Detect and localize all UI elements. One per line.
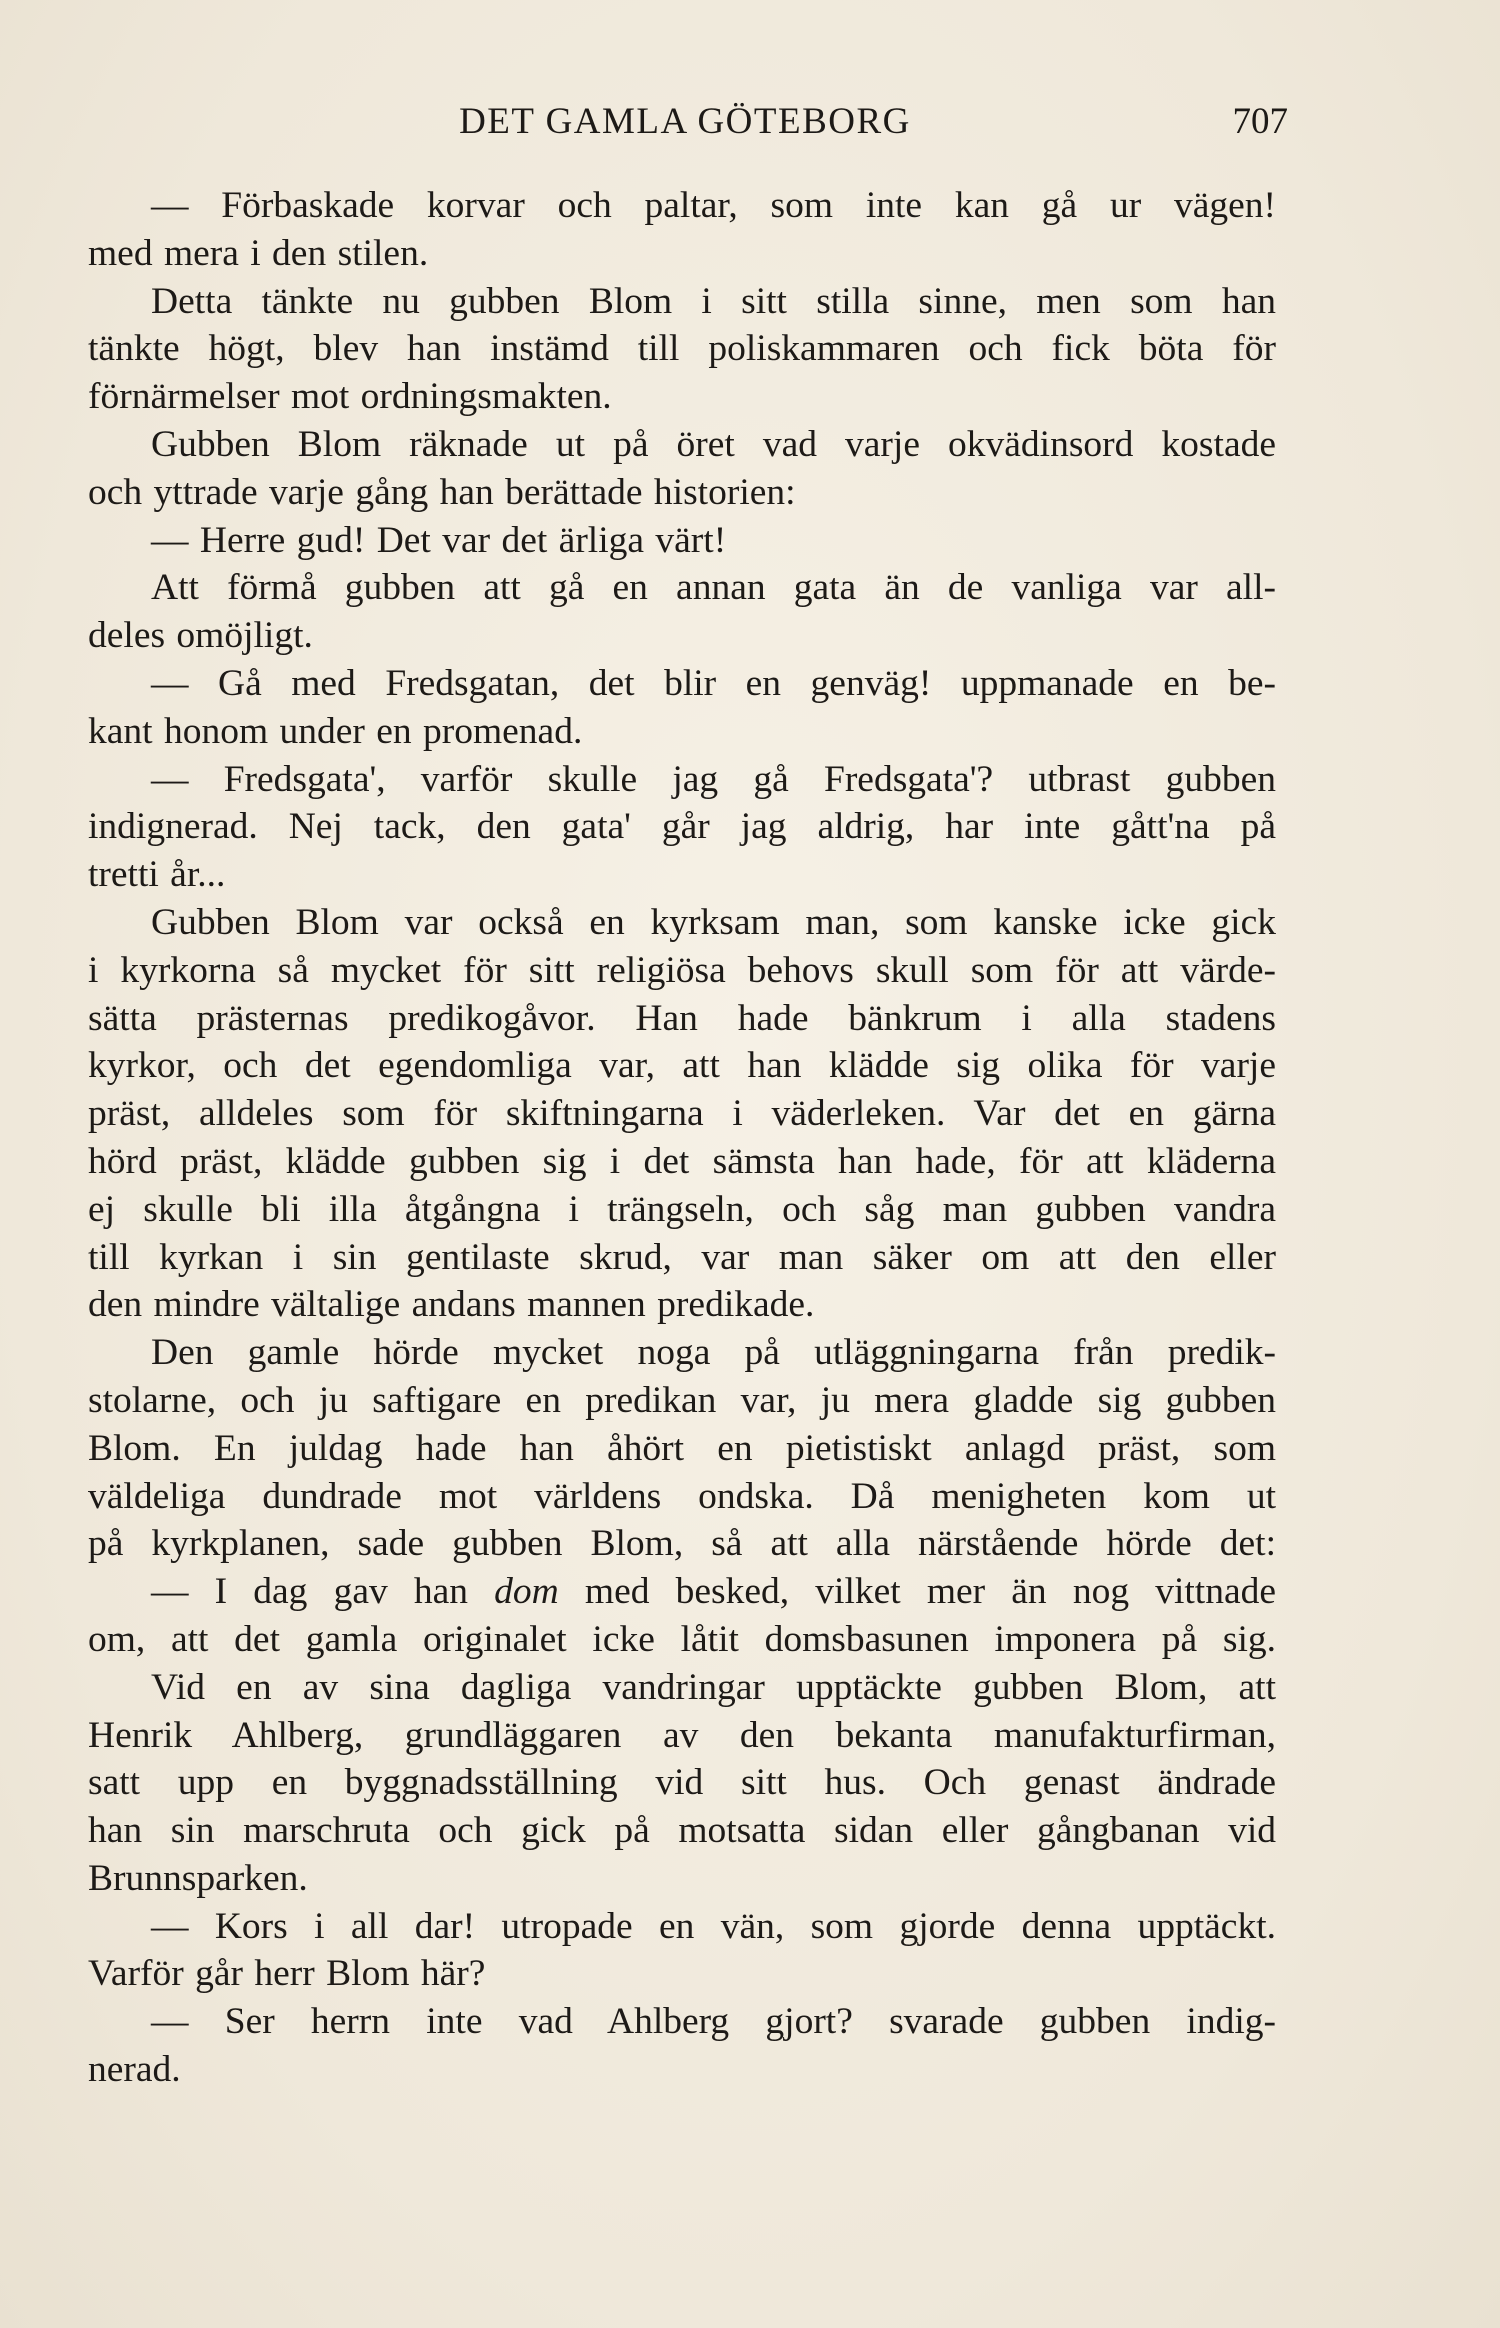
text-line: på kyrkplanen, sade gubben Blom, så att alla närstående hörde det:	[88, 1523, 1276, 1565]
text-line: hörd präst, klädde gubben sig i det sämsta han hade, för att kläderna	[88, 1140, 1276, 1182]
text-line: väldeliga dundrade mot världens ondska. Då menigheten kom ut	[88, 1475, 1276, 1517]
text-line: tänkte högt, blev han instämd till poliskammaren och fick böta för	[88, 328, 1276, 370]
text-line: den mindre vältalige andans mannen predikade.	[88, 1284, 815, 1326]
text-line: Gubben Blom var också en kyrksam man, som kanske icke gick	[151, 901, 1276, 943]
text-line: — Gå med Fredsgatan, det blir en genväg! uppmanade en be-	[151, 662, 1276, 704]
text-line: han sin marschruta och gick på motsatta sidan eller gångbanan vid	[88, 1810, 1276, 1852]
text-line: deles omöjligt.	[88, 615, 313, 657]
page-number: 707	[1232, 101, 1288, 142]
text-line: sätta prästernas predikogåvor. Han hade bänkrum i alla stadens	[88, 997, 1276, 1039]
text-line: satt upp en byggnadsställning vid sitt hus. Och genast ändrade	[88, 1762, 1276, 1804]
text-line: Att förmå gubben att gå en annan gata än de vanliga var all-	[151, 567, 1276, 609]
emphasized-word: dom	[494, 1571, 559, 1613]
text-line: — Herre gud! Det var det ärliga värt!	[151, 519, 727, 561]
text-line: — Kors i all dar! utropade en vän, som gjorde denna upptäckt.	[151, 1905, 1276, 1947]
text-line: indignerad. Nej tack, den gata' går jag aldrig, har inte gått'na på	[88, 806, 1276, 848]
text-line: Varför går herr Blom här?	[88, 1953, 486, 1995]
text-line: Brunnsparken.	[88, 1857, 308, 1899]
text-line: — Förbaskade korvar och paltar, som inte kan gå ur vägen!	[151, 185, 1276, 226]
text-line: Blom. En juldag hade han åhört en pietistiskt anlagd präst, som	[88, 1427, 1276, 1469]
text-segment: — I dag gav han	[151, 1571, 495, 1613]
text-line: präst, alldeles som för skiftningarna i väderleken. Var det en gärna	[88, 1093, 1276, 1135]
text-line: till kyrkan i sin gentilaste skrud, var man säker om att den eller	[88, 1236, 1276, 1278]
text-line: Vid en av sina dagliga vandringar upptäckte gubben Blom, att	[151, 1666, 1276, 1708]
body-text	[88, 182, 1276, 2094]
text-line: — Fredsgata', varför skulle jag gå Fredsgata'? utbrast gubben	[151, 758, 1276, 800]
text-line: Gubben Blom räknade ut på öret vad varje okvädinsord kostade	[151, 423, 1276, 465]
text-line: kant honom under en promenad.	[88, 710, 583, 752]
text-line: förnärmelser mot ordningsmakten.	[88, 376, 612, 418]
text-line: stolarne, och ju saftigare en predikan var, ju mera gladde sig gubben	[88, 1379, 1276, 1421]
text-line: tretti år...	[88, 854, 226, 896]
text-line: med mera i den stilen.	[88, 232, 429, 274]
text-line: i kyrkorna så mycket för sitt religiösa behovs skull som för att värde-	[88, 949, 1276, 991]
text-line: Den gamle hörde mycket noga på utläggningarna från predik-	[151, 1332, 1276, 1374]
text-line: och yttrade varje gång han berättade historien:	[88, 471, 796, 513]
running-title: DET GAMLA GÖTEBORG	[459, 101, 911, 142]
text-segment: med besked, vilket mer än nog vittnade	[558, 1571, 1277, 1613]
text-line: — Ser herrn inte vad Ahlberg gjort? svarade gubben indig-	[151, 2001, 1276, 2043]
text-line: ej skulle bli illa åtgångna i trängseln, och såg man gubben vandra	[88, 1188, 1276, 1230]
text-line: Henrik Ahlberg, grundläggaren av den bekanta manufakturfirman,	[88, 1714, 1276, 1756]
text-line: nerad.	[88, 2049, 181, 2091]
running-header	[90, 100, 1288, 160]
text-line: Detta tänkte nu gubben Blom i sitt stilla sinne, men som han	[151, 280, 1276, 322]
text-line: om, att det gamla originalet icke låtit domsbasunen imponera på sig.	[88, 1618, 1276, 1660]
text-line: kyrkor, och det egendomliga var, att han klädde sig olika för varje	[88, 1045, 1276, 1087]
text-line	[88, 1568, 1276, 1616]
